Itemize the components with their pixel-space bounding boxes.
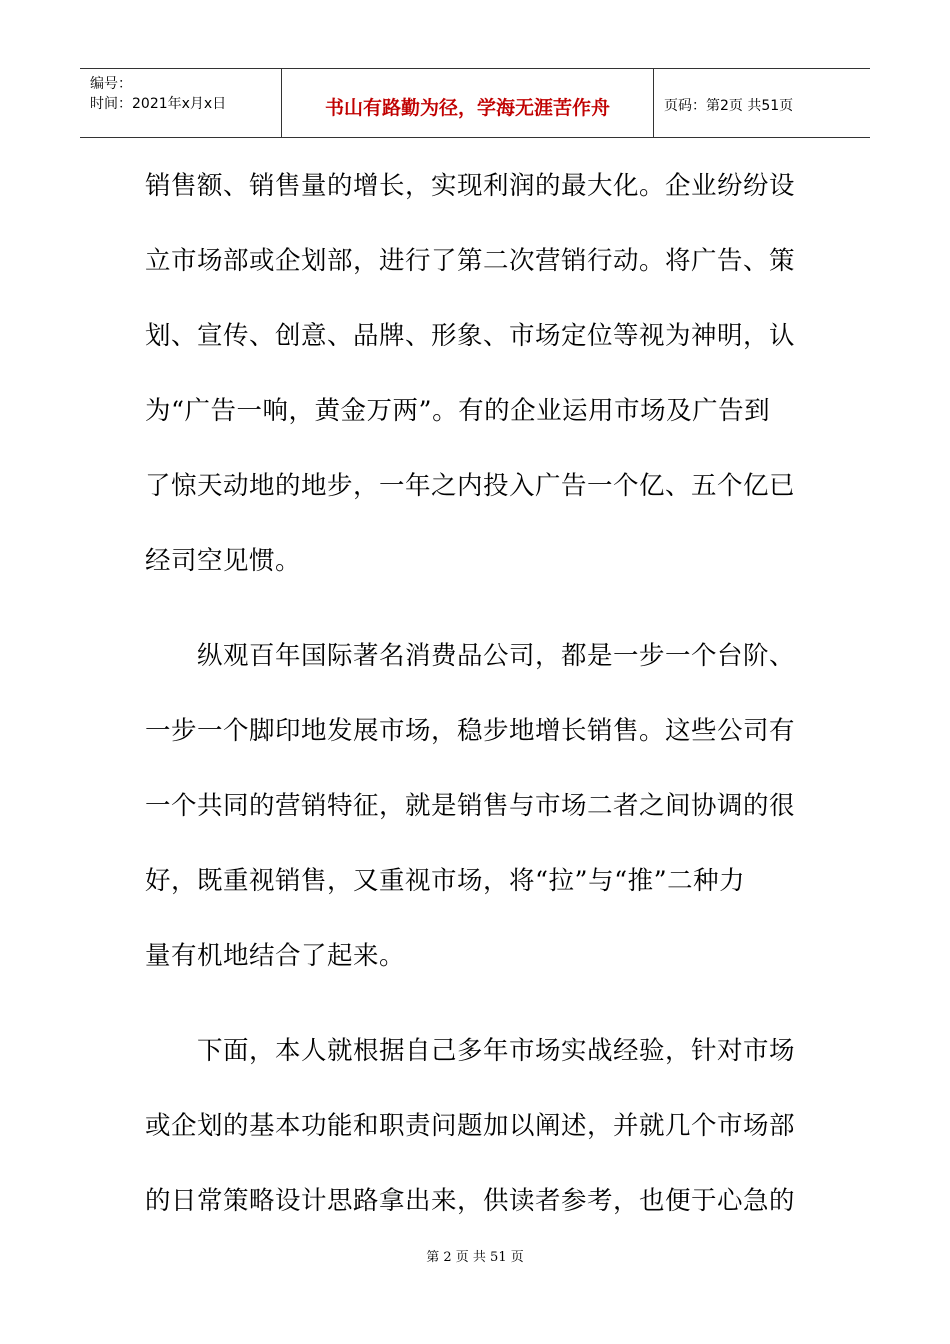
text-line: 了惊天动地的地步，一年之内投入广告一个亿、五个亿已 xyxy=(145,471,796,501)
text-line: 下面，本人就根据自己多年市场实战经验，针对市场 xyxy=(145,1036,796,1066)
header-motto: 书山有路勤为径，学海无涯苦作舟 xyxy=(324,97,610,119)
text-line: 好，既重视销售，又重视市场，将“拉”与“推”二种力 xyxy=(145,866,746,896)
text-line: 一步一个脚印地发展市场，稳步地增长销售。这些公司有 xyxy=(145,716,796,746)
text-line: 为“广告一响，黄金万两”。有的企业运用市场及广告到 xyxy=(145,396,771,426)
document-body xyxy=(145,160,796,1250)
text-line: 纵观百年国际著名消费品公司，都是一步一个台阶、 xyxy=(145,641,796,671)
text-line: 或企划的基本功能和职责问题加以阐述，并就几个市场部 xyxy=(145,1111,796,1141)
text-line: 销售额、销售量的增长，实现利润的最大化。企业纷纷设 xyxy=(145,171,796,201)
header-info-cell xyxy=(80,69,282,137)
text-line: 立市场部或企划部，进行了第二次营销行动。将广告、策 xyxy=(145,246,796,276)
paragraph-1 xyxy=(145,160,796,610)
text-line: 划、宣传、创意、品牌、形象、市场定位等视为神明，认 xyxy=(145,321,796,351)
text-line: 一个共同的营销特征，就是销售与市场二者之间协调的很 xyxy=(145,791,796,821)
header-page-cell xyxy=(654,69,870,137)
page-header xyxy=(80,68,870,138)
document-number-label: 编号： xyxy=(90,76,132,92)
header-page-code: 页码：第2页 共51页 xyxy=(664,98,794,114)
page-footer: 第 2 页 共 51 页 xyxy=(426,1250,524,1265)
paragraph-2 xyxy=(145,630,796,1005)
document-date-label: 时间：2021年x月x日 xyxy=(90,96,227,112)
header-motto-cell xyxy=(282,69,654,137)
text-line: 经司空见惯。 xyxy=(145,546,302,576)
text-line: 量有机地结合了起来。 xyxy=(145,941,406,971)
text-line: 的日常策略设计思路拿出来，供读者参考，也便于心急的 xyxy=(145,1186,796,1216)
paragraph-3 xyxy=(145,1025,796,1250)
